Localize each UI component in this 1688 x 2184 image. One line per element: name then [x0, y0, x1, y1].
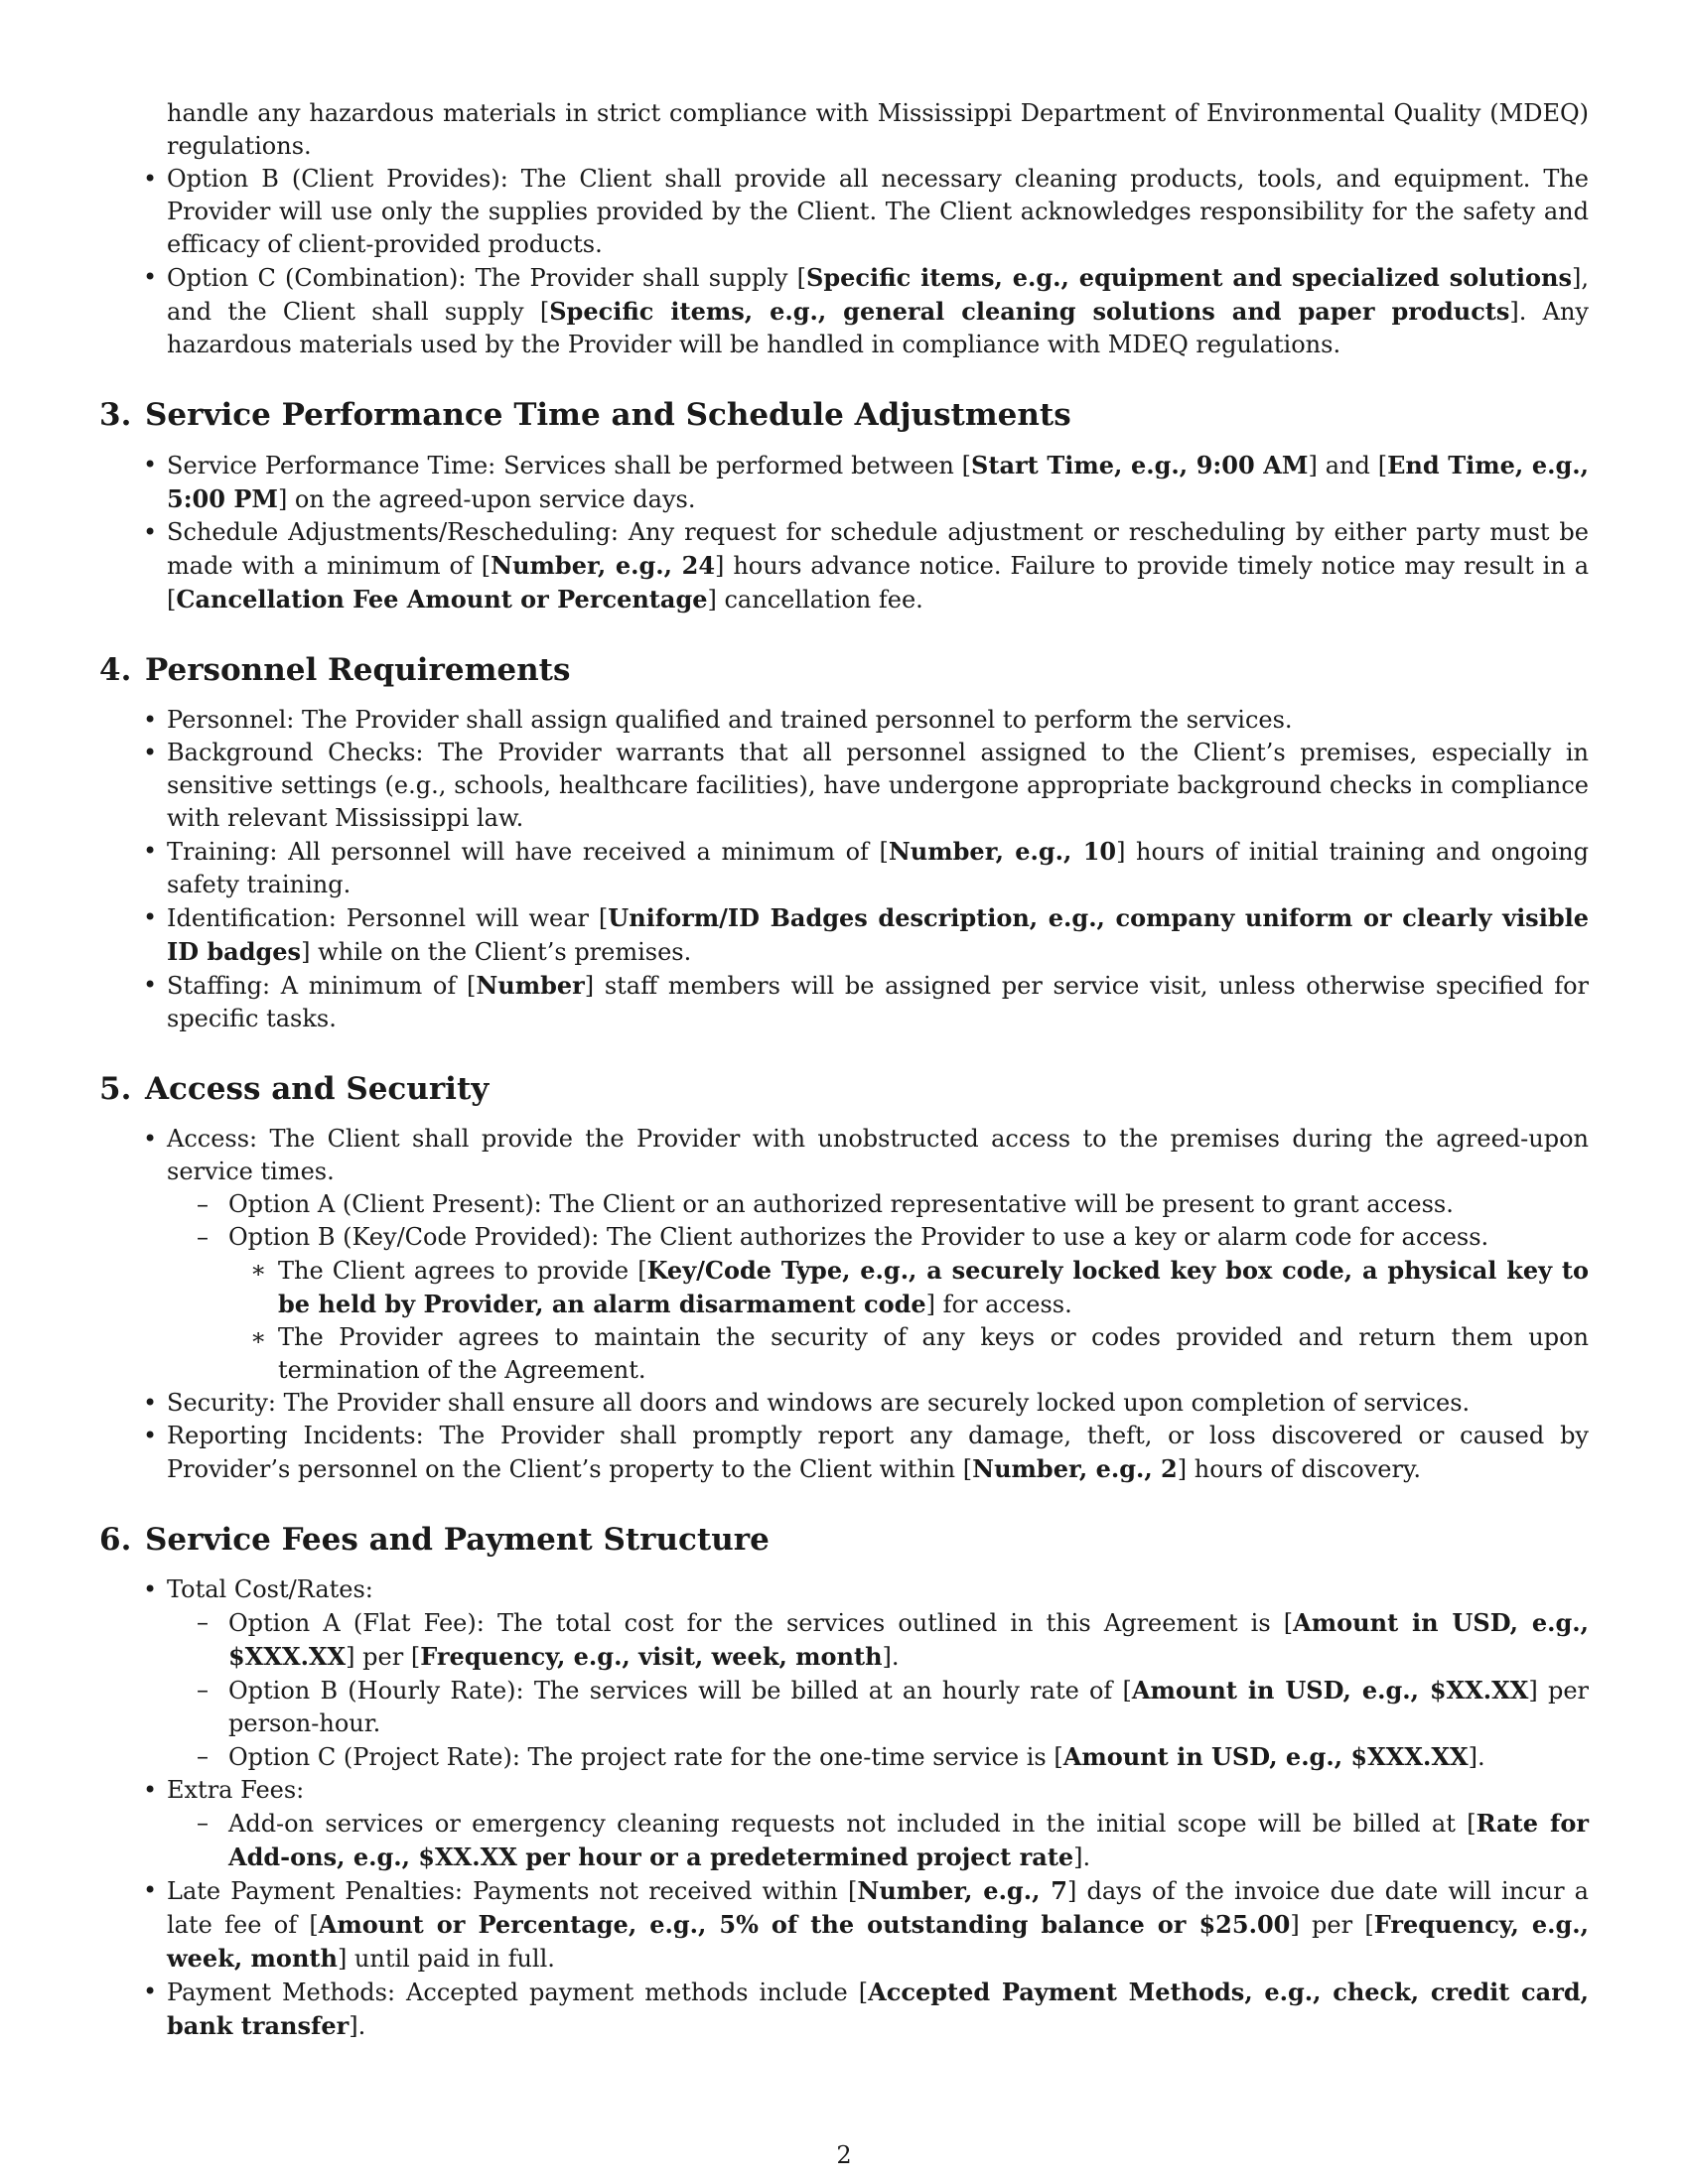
list-item: • Identification: Personnel will wear [Uniform/ID Badges description, e.g., company uniform or clearly visible ID badges] while on the Client’s premises. — [99, 901, 1589, 969]
list-item: • Payment Methods: Accepted payment methods include [Accepted Payment Methods, e.g., check, credit card, bank transfer]. — [99, 1976, 1589, 2043]
list-item: • Personnel: The Provider shall assign qualified and trained personnel to perform the services. — [99, 704, 1589, 737]
list-item: • Late Payment Penalties: Payments not received within [Number, e.g., 7] days of the invoice due date will incur a late fee of [Amount or Percentage, e.g., 5% of the outstanding balance or $25.00] per [Frequency, e.g., week, month] until paid in full. — [99, 1874, 1589, 1976]
list-item: • Option C (Combination): The Provider shall supply [Specific items, e.g., equipment and specialized solutions], and the Client shall supply [Specific items, e.g., general cleaning solutions and paper products]. Any hazardous materials used by the Provider will be handled in compliance with MDEQ regulations. — [99, 261, 1589, 361]
list-item: • Security: The Provider shall ensure all doors and windows are securely locked upon completion of services. — [99, 1387, 1589, 1420]
list-item: • Staffing: A minimum of [Number] staff members will be assigned per service visit, unless otherwise specified for specific tasks. — [99, 969, 1589, 1035]
section-heading: 5. Access and Security — [99, 1071, 490, 1107]
section-heading: 6. Service Fees and Payment Structure — [99, 1522, 770, 1558]
section-heading: 3. Service Performance Time and Schedule Adjustments — [99, 397, 1071, 433]
list-item: • Access: The Client shall provide the Provider with unobstructed access to the premises during the agreed-upon service times. – Option A (Client Present): The Client or an authorized representative will be present to grant access. – Option B (Key/Code Provided): The Client authorizes the Provider to use a key or alarm code for access. ∗ The Client agrees to provide [Key/Code Type, e.g., a securely locked key box code, a physical key to be held by Provider, an alarm disarmament code] for access. ∗ The Provider agrees to maintain the security of any keys or codes provided and return them upon termination of the Agreement. — [99, 1123, 1589, 1387]
list-item: • Total Cost/Rates: – Option A (Flat Fee): The total cost for the services outlined in this Agreement is [Amount in USD, e.g., $XXX.XX] per [Frequency, e.g., visit, week, month]. – Option B (Hourly Rate): The services will be billed at an hourly rate of [Amount in USD, e.g., $XX.XX] per person-hour. – Option C (Project Rate): The project rate for the one-time service is [Amount in USD, e.g., $XXX.XX]. — [99, 1573, 1589, 1774]
list-item: – Option B (Key/Code Provided): The Client authorizes the Provider to use a key or alarm code for access. ∗ The Client agrees to provide [Key/Code Type, e.g., a securely locked key box code, a physical key to be held by Provider, an alarm disarmament code] for access. ∗ The Provider agrees to maintain the security of any keys or codes provided and return them upon termination of the Agreement. — [167, 1221, 1589, 1387]
section-list — [99, 449, 1589, 616]
sub-sub-list — [228, 1254, 1589, 1387]
list-item: • Schedule Adjustments/Rescheduling: Any request for schedule adjustment or rescheduling by either party must be made with a minimum of [Number, e.g., 24] hours advance notice. Failure to provide timely notice may result in a [Cancellation Fee Amount or Percentage] cancellation fee. — [99, 516, 1589, 616]
list-item: – Option C (Project Rate): The project rate for the one-time service is [Amount in USD, e.g., $XXX.XX]. — [167, 1740, 1589, 1774]
section-list — [99, 1123, 1589, 1486]
section-list — [99, 1573, 1589, 2043]
sub-list — [167, 1606, 1589, 1774]
list-item: • Training: All personnel will have received a minimum of [Number, e.g., 10] hours of initial training and ongoing safety training. — [99, 835, 1589, 901]
sub-list — [167, 1807, 1589, 1874]
sub-list — [167, 1188, 1589, 1387]
list-item: ∗ The Provider agrees to maintain the security of any keys or codes provided and return them upon termination of the Agreement. — [228, 1321, 1589, 1387]
list-item: – Option A (Flat Fee): The total cost for the services outlined in this Agreement is [Amount in USD, e.g., $XXX.XX] per [Frequency, e.g., visit, week, month]. — [167, 1606, 1589, 1674]
list-item: • Background Checks: The Provider warrants that all personnel assigned to the Client’s premises, especially in sensitive settings (e.g., schools, healthcare facilities), have undergone appropriate background checks in compliance with relevant Mississippi law. — [99, 737, 1589, 835]
list-item: ∗ The Client agrees to provide [Key/Code Type, e.g., a securely locked key box code, a physical key to be held by Provider, an alarm disarmament code] for access. — [228, 1254, 1589, 1321]
section-heading: 4. Personnel Requirements — [99, 652, 571, 688]
supplies-options-list — [99, 163, 1589, 361]
page-number: 2 — [836, 2141, 852, 2169]
list-item: • Reporting Incidents: The Provider shall promptly report any damage, theft, or loss discovered or caused by Provider’s personnel on the Client’s property to the Client within [Number, e.g., 2] hours of discovery. — [99, 1420, 1589, 1486]
list-item: • Option B (Client Provides): The Client shall provide all necessary cleaning products, tools, and equipment. The Provider will use only the supplies provided by the Client. The Client acknowledges responsibility for the safety and efficacy of client-provided products. — [99, 163, 1589, 261]
continued-paragraph: handle any hazardous materials in strict compliance with Mississippi Department of Environmental Quality (MDEQ) regulations. — [167, 99, 1589, 160]
list-item: – Add-on services or emergency cleaning requests not included in the initial scope will be billed at [Rate for Add-ons, e.g., $XX.XX per hour or a predetermined project rate]. — [167, 1807, 1589, 1874]
list-item: • Service Performance Time: Services shall be performed between [Start Time, e.g., 9:00 AM] and [End Time, e.g., 5:00 PM] on the agreed-upon service days. — [99, 449, 1589, 516]
list-item: – Option B (Hourly Rate): The services will be billed at an hourly rate of [Amount in USD, e.g., $XX.XX] per person-hour. — [167, 1674, 1589, 1740]
list-item: • Extra Fees: – Add-on services or emergency cleaning requests not included in the initial scope will be billed at [Rate for Add-ons, e.g., $XX.XX per hour or a predetermined project rate]. — [99, 1774, 1589, 1874]
list-item: – Option A (Client Present): The Client or an authorized representative will be present to grant access. — [167, 1188, 1589, 1221]
document-page — [99, 97, 1589, 2043]
section-list — [99, 704, 1589, 1035]
